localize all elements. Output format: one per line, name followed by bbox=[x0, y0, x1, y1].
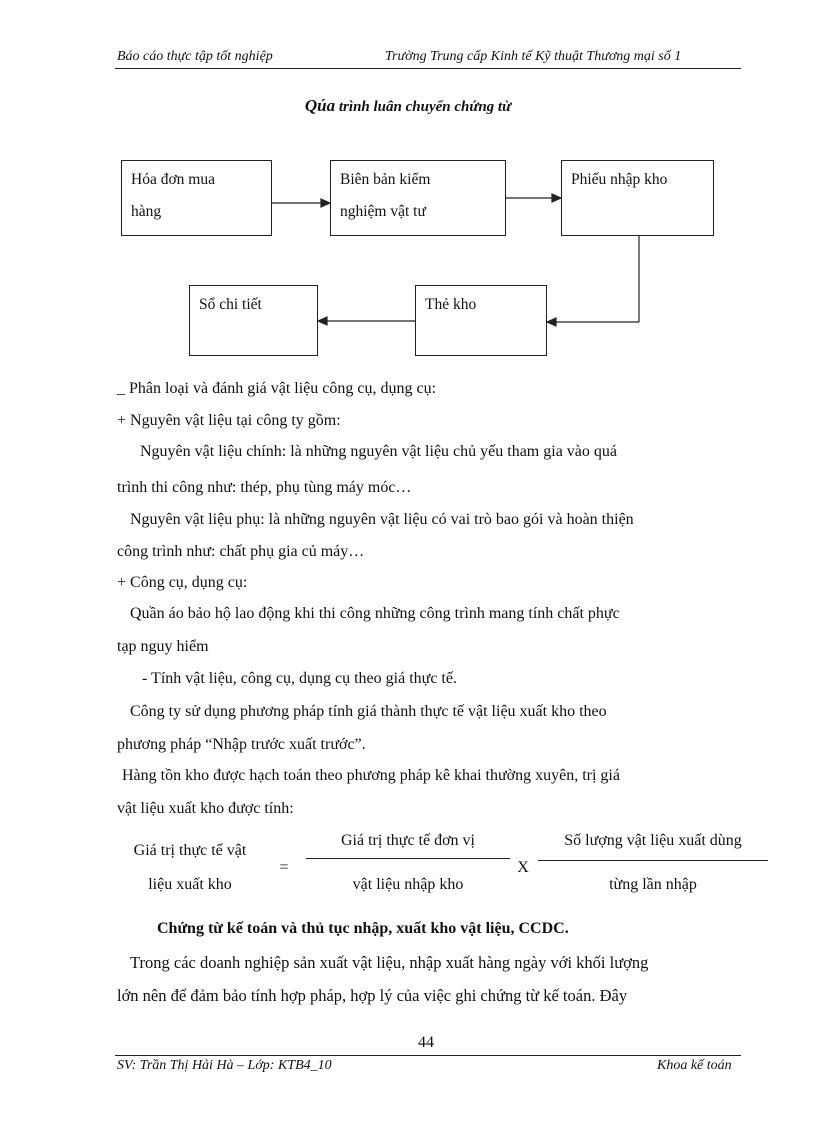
body-line-9: tạp nguy hiểm bbox=[117, 638, 209, 655]
flow-box-receipt-label: Phiếu nhập kho bbox=[571, 171, 668, 188]
formula-fraction-bar-1 bbox=[306, 858, 510, 859]
body-line-1: _ Phân loại và đánh giá vật liệu công cụ, dụng cụ: bbox=[117, 380, 437, 397]
header-right: Trường Trung cấp Kinh tế Kỹ thuật Thương mại số 1 bbox=[385, 49, 682, 64]
flow-box-receipt bbox=[561, 160, 714, 236]
flow-box-inspection bbox=[330, 160, 506, 236]
formula-denominator-1: vật liệu nhập kho bbox=[352, 876, 464, 893]
body-line-8: Quần áo bảo hộ lao động khi thi công những công trình mang tính chất phực bbox=[130, 605, 620, 622]
arrow-head-2 bbox=[552, 194, 561, 202]
flow-box-inspection-line1: Biên bản kiểm bbox=[340, 171, 431, 188]
flow-box-stock-card-label: Thẻ kho bbox=[425, 296, 477, 313]
body-line-10: - Tính vật liệu, công cụ, dụng cụ theo giá thực tế. bbox=[142, 670, 457, 687]
formula-times: X bbox=[517, 859, 529, 876]
body-line-6: công trình như: chất phụ gia củ máy… bbox=[117, 543, 365, 560]
body-line-5: Nguyên vật liệu phụ: là những nguyên vật liệu có vai trò bao gói và hoàn thiện bbox=[130, 511, 634, 528]
arrow-head-3 bbox=[547, 318, 556, 326]
title-lead: Qúa bbox=[304, 96, 336, 115]
footer-divider bbox=[115, 1055, 741, 1056]
section-paragraph-line-2: lớn nên để đảm bảo tính hợp pháp, hợp lý của việc ghi chứng từ kế toán. Đây bbox=[117, 986, 628, 1005]
formula-fraction-bar-2 bbox=[538, 860, 768, 861]
footer-left: SV: Trần Thị Hải Hà – Lớp: KTB4_10 bbox=[117, 1058, 332, 1073]
body-line-4: trình thi công như: thép, phụ tùng máy móc… bbox=[117, 479, 412, 496]
body-line-13: Hàng tồn kho được hạch toán theo phương pháp kê khai thường xuyên, trị giá bbox=[122, 767, 620, 784]
body-line-14: vật liệu xuất kho được tính: bbox=[117, 800, 294, 817]
formula-numerator-1: Giá trị thực tế đơn vị bbox=[341, 832, 475, 849]
arrow-head-4 bbox=[318, 317, 327, 325]
body-line-12: phương pháp “Nhập trước xuất trước”. bbox=[117, 736, 366, 753]
flow-box-invoice-line1: Hóa đơn mua bbox=[131, 171, 215, 188]
section-paragraph-line-1: Trong các doanh nghiệp sản xuất vật liệu, nhập xuất hàng ngày với khối lượng bbox=[130, 953, 649, 972]
header-divider bbox=[115, 68, 741, 69]
body-line-11: Công ty sử dụng phương pháp tính giá thành thực tế vật liệu xuất kho theo bbox=[130, 703, 607, 720]
title-rest: trình luân chuyển chứng từ bbox=[338, 99, 512, 115]
arrow-head-1 bbox=[321, 199, 330, 207]
body-line-3: Nguyên vật liệu chính: là những nguyên vật liệu chủ yếu tham gia vào quá bbox=[140, 443, 617, 460]
formula-lhs-line1: Giá trị thực tế vật bbox=[133, 842, 247, 859]
footer-right: Khoa kế toán bbox=[657, 1058, 732, 1073]
flow-box-stock-card bbox=[415, 285, 547, 356]
formula-equals: = bbox=[279, 859, 289, 876]
formula-denominator-2: từng lần nhập bbox=[609, 876, 697, 893]
section-heading: Chứng từ kế toán và thủ tục nhập, xuất kho vật liệu, CCDC. bbox=[157, 920, 569, 937]
flow-box-inspection-line2: nghiệm vật tư bbox=[340, 203, 426, 220]
diagram-title bbox=[0, 96, 816, 116]
formula-numerator-2: Số lượng vật liệu xuất dùng bbox=[564, 832, 742, 849]
flow-box-ledger bbox=[189, 285, 318, 356]
body-line-7: + Công cụ, dụng cụ: bbox=[117, 574, 248, 591]
flow-box-invoice-line2: hàng bbox=[131, 203, 162, 220]
flow-box-ledger-label: Sổ chi tiết bbox=[199, 296, 262, 313]
formula-lhs-line2: liệu xuất kho bbox=[148, 876, 232, 893]
flow-box-invoice bbox=[121, 160, 272, 236]
page-number: 44 bbox=[418, 1034, 434, 1051]
header-left: Báo cáo thực tập tốt nghiệp bbox=[117, 49, 273, 64]
body-line-2: + Nguyên vật liệu tại công ty gồm: bbox=[117, 412, 341, 429]
